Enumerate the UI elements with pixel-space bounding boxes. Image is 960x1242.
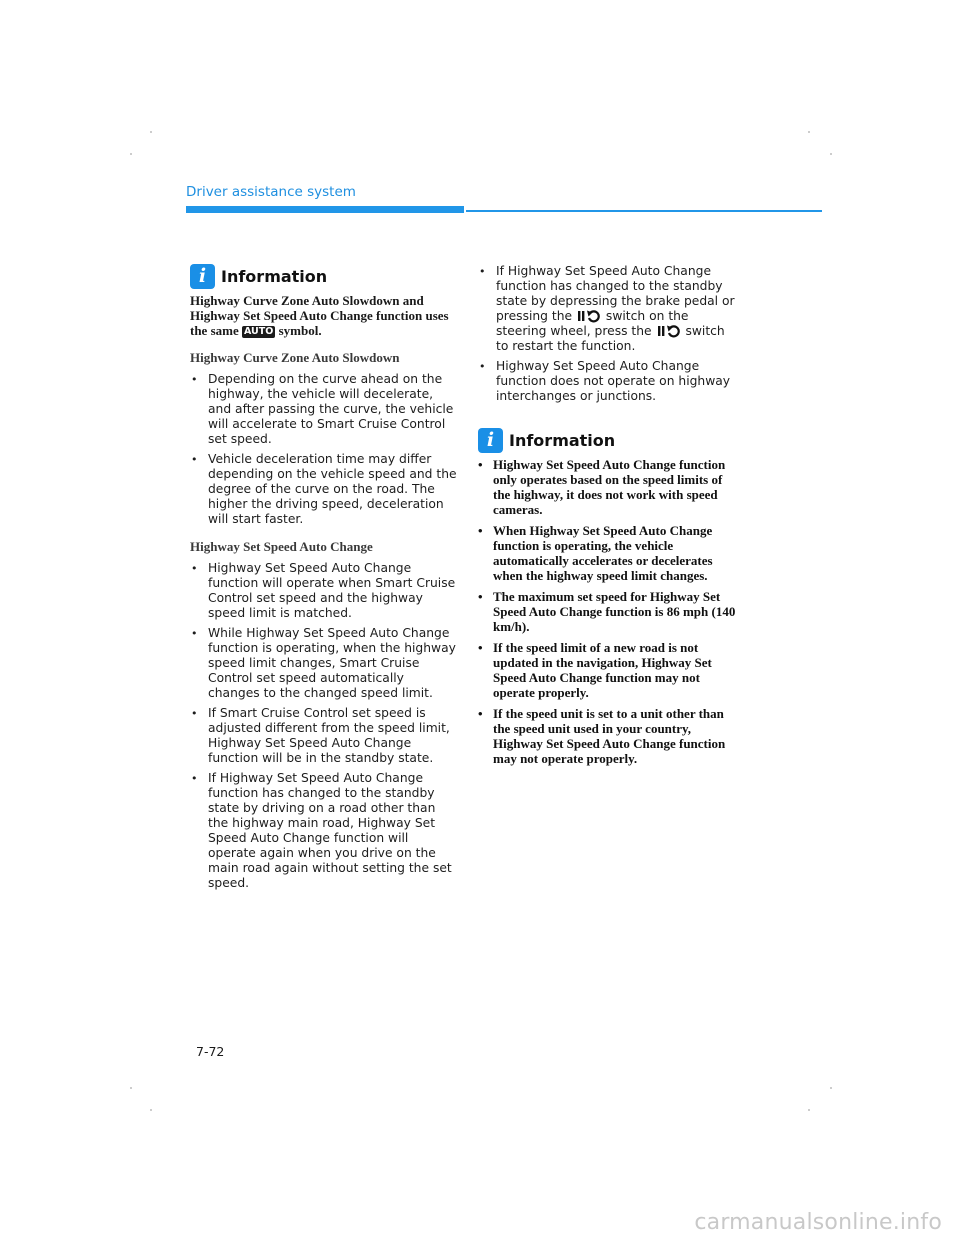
bullet-text: If Highway Set Speed Auto Change function has changed to the standby state by depressing the brake pedal or pressing the [496, 264, 735, 323]
list-item: • If the speed limit of a new road is not updated in the navigation, Highway Set Speed Auto Change function may not operate properly. [478, 640, 740, 700]
list-item: • Vehicle deceleration time may differ depending on the vehicle speed and the degree of the curve on the road. The higher the driving speed, deceleration will start faster. [190, 452, 458, 527]
right-column [478, 264, 740, 772]
crop-mark [130, 1087, 132, 1089]
curve-bullet-list [190, 372, 458, 527]
list-item: • The maximum set speed for Highway Set Speed Auto Change function is 86 mph (140 km/h). [478, 589, 740, 634]
header-rule-thick [186, 206, 464, 213]
info-heading [190, 264, 458, 289]
list-item [478, 264, 740, 354]
info-icon: i [190, 264, 215, 289]
subheading-speed: Highway Set Speed Auto Change [190, 539, 373, 554]
info-heading [478, 428, 740, 453]
list-item: • If the speed unit is set to a unit other than the speed unit used in your country, Highway Set Speed Auto Change function may not operate properly. [478, 706, 740, 766]
left-column [190, 264, 458, 896]
crop-mark [150, 131, 152, 133]
page-number: 7-72 [196, 1044, 225, 1059]
auto-symbol-badge: AUTO [244, 326, 274, 337]
subheading-curve: Highway Curve Zone Auto Slowdown [190, 350, 400, 365]
list-item: • Highway Set Speed Auto Change function does not operate on highway interchanges or junctions. [478, 359, 740, 404]
list-item: • If Smart Cruise Control set speed is adjusted different from the speed limit, Highway Set Speed Auto Change function will be in the standby state. [190, 706, 458, 766]
crop-mark [130, 153, 132, 155]
bullet-text: switch on the steering wheel, press the [496, 309, 689, 338]
list-item: • When Highway Set Speed Auto Change function is operating, the vehicle automatically accelerates or decelerates when the highway speed limit changes. [478, 523, 740, 583]
list-item: • Highway Set Speed Auto Change function will operate when Smart Cruise Control set speed and the highway speed limit is matched. [190, 561, 458, 621]
info-intro [190, 293, 458, 338]
crop-mark [808, 131, 810, 133]
info-title: Information [509, 431, 616, 450]
info-icon: i [478, 428, 503, 453]
bullet-text: switch to restart the function. [496, 324, 725, 353]
watermark: carmanualsonline.info [694, 1210, 942, 1235]
list-item: • While Highway Set Speed Auto Change function is operating, when the highway speed limit changes, Smart Cruise Control set speed automatically changes to the changed speed limit. [190, 626, 458, 701]
info-intro-text: Highway Curve Zone Auto Slowdown and Highway Set Speed Auto Change function uses the same [190, 293, 449, 338]
crop-mark [830, 1087, 832, 1089]
cruise-pause-resume-icon [657, 324, 681, 338]
crop-mark [808, 1109, 810, 1111]
header-rule-thin [466, 210, 822, 212]
crop-mark [830, 153, 832, 155]
list-item: • If Highway Set Speed Auto Change function has changed to the standby state by driving on a road other than the highway main road, Highway Set Speed Auto Change function will operate again when you drive on the main road again without setting the set speed. [190, 771, 458, 891]
info-block [478, 428, 740, 766]
crop-mark [150, 1109, 152, 1111]
right-bullet-list [478, 264, 740, 404]
info-title: Information [221, 267, 328, 286]
speed-bullet-list [190, 561, 458, 891]
list-item: • Depending on the curve ahead on the highway, the vehicle will decelerate, and after passing the curve, the vehicle will accelerate to Smart Cruise Control set speed. [190, 372, 458, 447]
cruise-pause-resume-icon [577, 309, 601, 323]
section-title: Driver assistance system [186, 184, 356, 200]
info-intro-text-end: symbol. [278, 323, 322, 338]
info-bullet-list [478, 457, 740, 766]
list-item: • Highway Set Speed Auto Change function only operates based on the speed limits of the highway, it does not work with speed cameras. [478, 457, 740, 517]
